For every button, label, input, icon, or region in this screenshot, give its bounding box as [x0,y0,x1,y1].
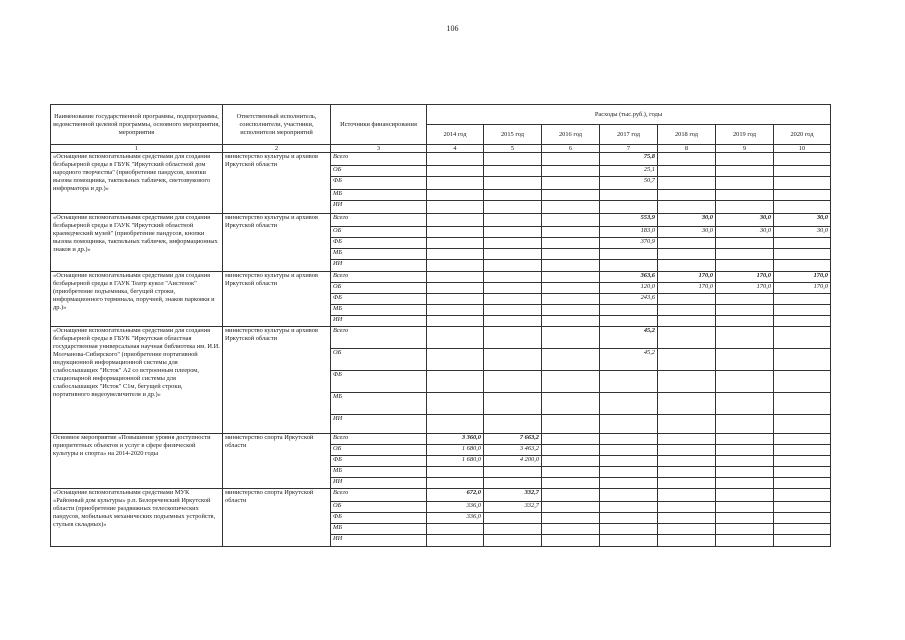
expense-value [774,316,831,327]
funding-source: МБ [331,190,427,201]
funding-source: Всего [331,434,427,445]
expense-value [542,415,600,434]
year-header: 2015 год [484,125,542,145]
expense-value [542,393,600,415]
expense-value [542,201,600,214]
expense-value [427,201,484,214]
expense-value: 45,2 [600,349,658,371]
activity-name: «Оснащение вспомогательными средствами для создания безбарьерной среды в ГБУК "Иркутский областной дом народного творчества" (приобретение пандусов, кнопки вызова помощника, тактильных табличек, светозвукового информатора и др.)» [51,153,223,214]
expense-value [542,190,600,201]
expense-value [427,272,484,283]
expense-value [542,489,600,502]
expense-value [774,456,831,467]
expense-value [484,177,542,190]
expense-value [716,524,774,535]
expense-value: 30,0 [658,227,716,238]
expense-value [600,445,658,456]
funding-source: МБ [331,393,427,415]
expense-value [658,166,716,177]
expense-value [600,524,658,535]
table-row [51,434,831,445]
expense-value [542,166,600,177]
expense-value [600,513,658,524]
funding-source: ИИ [331,260,427,272]
expense-value: 170,0 [716,272,774,283]
expense-value: 553,9 [600,214,658,227]
expense-value [716,456,774,467]
column-number: 3 [331,145,427,153]
expense-value [658,190,716,201]
expense-value [484,190,542,201]
funding-source: МБ [331,249,427,260]
expense-value [716,434,774,445]
funding-source: ОБ [331,445,427,456]
expense-value [774,502,831,513]
expense-value [774,327,831,349]
expense-value: 45,2 [600,327,658,349]
funding-source: ФБ [331,238,427,249]
expense-value [484,260,542,272]
funding-source: ФБ [331,456,427,467]
expense-value [774,166,831,177]
expense-value: 1 680,0 [427,445,484,456]
expense-value [427,190,484,201]
expense-value [600,489,658,502]
expense-value [427,316,484,327]
expense-value [716,153,774,166]
funding-source: МБ [331,467,427,478]
funding-source: ИИ [331,478,427,489]
expense-value [542,272,600,283]
year-header: 2020 год [774,125,831,145]
expense-value: 75,8 [600,153,658,166]
expense-value [542,478,600,489]
expense-value [600,190,658,201]
expense-value [774,349,831,371]
expense-value [427,260,484,272]
expense-value [427,249,484,260]
table-row [51,214,831,227]
expense-value: 30,0 [774,214,831,227]
column-number: 10 [774,145,831,153]
funding-source: Всего [331,327,427,349]
expense-value: 170,0 [774,283,831,294]
expense-value [600,478,658,489]
expense-value [774,238,831,249]
column-number: 1 [51,145,223,153]
expense-value [600,249,658,260]
expense-value: 170,0 [774,272,831,283]
expense-value [484,238,542,249]
expense-value [658,177,716,190]
expense-value [716,467,774,478]
expense-value [484,415,542,434]
expense-value [484,227,542,238]
expense-value [542,316,600,327]
responsible-executor: министерство культуры и архивов Иркутской области [223,272,331,327]
expense-value [774,249,831,260]
expense-value [600,535,658,547]
table-row [51,153,831,166]
expense-value [542,238,600,249]
expense-value [658,238,716,249]
expense-value [542,305,600,316]
expense-value [542,513,600,524]
expense-value [774,524,831,535]
expense-value [542,177,600,190]
expense-value [542,467,600,478]
expense-value [658,434,716,445]
expense-value [484,201,542,214]
expense-value [716,513,774,524]
expense-value: 243,6 [600,294,658,305]
expense-value [484,316,542,327]
expense-value [484,371,542,393]
expense-value [484,272,542,283]
expense-value [484,535,542,547]
responsible-executor: министерство культуры и архивов Иркутской области [223,214,331,272]
column-number: 7 [600,145,658,153]
column-number: 2 [223,145,331,153]
funding-source: ФБ [331,294,427,305]
expense-value: 30,0 [716,227,774,238]
expense-value [600,305,658,316]
expense-value [658,305,716,316]
responsible-executor: министерство культуры и архивов Иркутской области [223,153,331,214]
expense-value [427,524,484,535]
funding-source: Всего [331,489,427,502]
expense-value [658,489,716,502]
expense-value [774,201,831,214]
expense-value [774,371,831,393]
expense-value [716,166,774,177]
expense-value: 332,7 [484,489,542,502]
expense-value [716,316,774,327]
expense-value: 4 200,0 [484,456,542,467]
table-row [51,272,831,283]
expense-value [542,445,600,456]
expense-value [658,393,716,415]
expense-value: 336,0 [427,502,484,513]
expense-value [658,478,716,489]
expense-value [774,393,831,415]
expense-value [774,535,831,547]
expense-value: 30,0 [658,214,716,227]
expense-value: 30,0 [716,214,774,227]
expense-value: 370,9 [600,238,658,249]
year-header: 2017 год [600,125,658,145]
expense-value [427,227,484,238]
expense-value [658,467,716,478]
expense-value [600,415,658,434]
column-number: 8 [658,145,716,153]
expense-value [658,349,716,371]
expense-value [542,371,600,393]
header-name: Наименование государственной программы, подпрограммы, ведомственной целевой программы, основного мероприятия, мероприятия [51,105,223,145]
expense-value [427,283,484,294]
expense-value: 336,0 [427,513,484,524]
table-body [51,153,831,547]
expense-value [542,349,600,371]
expense-value [427,535,484,547]
page-number: 106 [446,24,459,33]
expense-value [600,434,658,445]
expense-value [484,166,542,177]
funding-source: ИИ [331,535,427,547]
funding-source: ОБ [331,227,427,238]
funding-source: ОБ [331,283,427,294]
expense-value [774,177,831,190]
expense-value [600,467,658,478]
expense-value [716,201,774,214]
funding-source: ОБ [331,166,427,177]
expense-value [716,489,774,502]
funding-source: МБ [331,524,427,535]
activity-name: «Оснащение вспомогательными средствами для создания безбарьерной среды в ГБУК "Иркутская областная государственная универсальная научная библиотека им. И.И. Молчанова-Сибирского" (приобретение портативной индукционной информационной системы для слабослышащих "Исток" А2 со встроенным плеером, стационарной информационной системы для слабослышащих "Исток" С1м, бегущей строки, портативного видеоувеличителя и др.)» [51,327,223,434]
expense-value [716,260,774,272]
expense-value [716,238,774,249]
expense-value [658,153,716,166]
header-responsible: Ответственный исполнитель, соисполнители, участники, исполнители мероприятий [223,105,331,145]
expense-value [600,201,658,214]
expense-value [716,249,774,260]
column-number-row [51,145,831,153]
header-expenses: Расходы (тыс.руб.), годы [427,105,831,125]
funding-source: ФБ [331,513,427,524]
expense-value [716,371,774,393]
year-header: 2019 год [716,125,774,145]
expense-value [600,456,658,467]
expense-value [716,305,774,316]
expense-value [716,177,774,190]
column-number: 6 [542,145,600,153]
table-row [51,489,831,502]
expense-value [774,415,831,434]
expense-value [542,227,600,238]
expense-value [716,502,774,513]
expense-value [774,489,831,502]
expense-value [658,371,716,393]
expense-value [658,201,716,214]
funding-source: ФБ [331,177,427,190]
expense-value [427,415,484,434]
expense-value: 120,0 [600,283,658,294]
expense-value [484,524,542,535]
expense-value: 7 663,2 [484,434,542,445]
expense-value [774,467,831,478]
expense-value [542,260,600,272]
activity-name: «Оснащение вспомогательными средствами для создания безбарьерной среды в ГАУК Театр кукол "Аистенок"(приобретение подъемника, бегущей строки, информационного терминала, поручней, знаков парковки и др.)» [51,272,223,327]
expense-value [658,524,716,535]
expense-value [658,535,716,547]
expense-value [658,327,716,349]
funding-source: ИИ [331,201,427,214]
expense-value [716,445,774,456]
expense-value [542,434,600,445]
expense-value: 672,0 [427,489,484,502]
expense-value [427,294,484,305]
expense-value [716,327,774,349]
expense-value [484,327,542,349]
header-source: Источники финансирования [331,105,427,145]
expense-value: 363,6 [600,272,658,283]
expense-value [542,327,600,349]
expense-value: 183,0 [600,227,658,238]
expense-value [774,445,831,456]
funding-source: ИИ [331,316,427,327]
expense-value [600,502,658,513]
expense-value [774,153,831,166]
activity-name: Основное мероприятие «Повышение уровня доступности приоритетных объектов и услуг в сфере физической культуры и спорта» на 2014-2020 годы [51,434,223,489]
responsible-executor: министерство спорта Иркутской области [223,434,331,489]
expense-value [716,294,774,305]
expense-value [658,316,716,327]
expense-value [427,214,484,227]
expense-value [484,478,542,489]
expense-value: 50,7 [600,177,658,190]
expense-value [716,415,774,434]
expense-value: 25,1 [600,166,658,177]
expense-value [484,294,542,305]
expense-value [774,434,831,445]
expense-value [774,513,831,524]
expense-value [658,415,716,434]
expense-value [542,214,600,227]
column-number: 9 [716,145,774,153]
expense-value: 3 463,2 [484,445,542,456]
expense-value [542,456,600,467]
expense-value [658,445,716,456]
budget-table-container [50,104,831,547]
expense-value [716,349,774,371]
funding-source: ФБ [331,371,427,393]
expense-value [427,393,484,415]
expense-value [658,249,716,260]
column-number: 4 [427,145,484,153]
expense-value [427,238,484,249]
funding-source: Всего [331,272,427,283]
expense-value [774,260,831,272]
expense-value [427,478,484,489]
expense-value [774,294,831,305]
expense-value [658,456,716,467]
expense-value [484,283,542,294]
budget-table [50,104,831,547]
expense-value: 3 360,0 [427,434,484,445]
expense-value [600,260,658,272]
expense-value [774,305,831,316]
expense-value [542,283,600,294]
expense-value [600,371,658,393]
funding-source: Всего [331,214,427,227]
table-row [51,327,831,349]
expense-value [600,393,658,415]
expense-value [716,535,774,547]
expense-value [484,349,542,371]
expense-value [658,513,716,524]
expense-value [600,316,658,327]
expense-value [484,305,542,316]
expense-value: 332,7 [484,502,542,513]
responsible-executor: министерство культуры и архивов Иркутской области [223,327,331,434]
expense-value: 170,0 [716,283,774,294]
funding-source: Всего [331,153,427,166]
expense-value [484,214,542,227]
expense-value [542,502,600,513]
funding-source: ИИ [331,415,427,434]
expense-value [427,305,484,316]
expense-value [658,294,716,305]
activity-name: «Оснащение вспомогательными средствами для создания безбарьерной среды в ГАУК "Иркутский областной краеведческий музей" (приобретение пандусов, кнопки вызова помощника, тактильных табличек, информационных знаков и др.)» [51,214,223,272]
expense-value: 170,0 [658,272,716,283]
year-header: 2016 год [542,125,600,145]
expense-value [427,166,484,177]
funding-source: ОБ [331,349,427,371]
expense-value [427,327,484,349]
expense-value [484,249,542,260]
expense-value [542,294,600,305]
expense-value [484,513,542,524]
expense-value [658,260,716,272]
expense-value [484,393,542,415]
column-number: 5 [484,145,542,153]
expense-value [658,502,716,513]
expense-value [542,249,600,260]
expense-value [484,153,542,166]
expense-value [484,467,542,478]
expense-value [427,349,484,371]
responsible-executor: министерство спорта Иркутской области [223,489,331,547]
expense-value [774,190,831,201]
expense-value [716,393,774,415]
activity-name: «Оснащение вспомогательными средствами МУК «Районный дом культуры» р.п. Белореченский Иркутской области (приобретение раздвижных телескопических пандусов, мобильных механических подъемных устройств, стульев складных)» [51,489,223,547]
funding-source: МБ [331,305,427,316]
year-header: 2014 год [427,125,484,145]
expense-value: 1 680,0 [427,456,484,467]
funding-source: ОБ [331,502,427,513]
expense-value [542,524,600,535]
year-header: 2018 год [658,125,716,145]
expense-value [427,153,484,166]
expense-value [716,478,774,489]
expense-value [427,467,484,478]
expense-value: 30,0 [774,227,831,238]
expense-value: 170,0 [658,283,716,294]
expense-value [716,190,774,201]
expense-value [774,478,831,489]
expense-value [427,371,484,393]
expense-value [542,153,600,166]
expense-value [542,535,600,547]
expense-value [427,177,484,190]
